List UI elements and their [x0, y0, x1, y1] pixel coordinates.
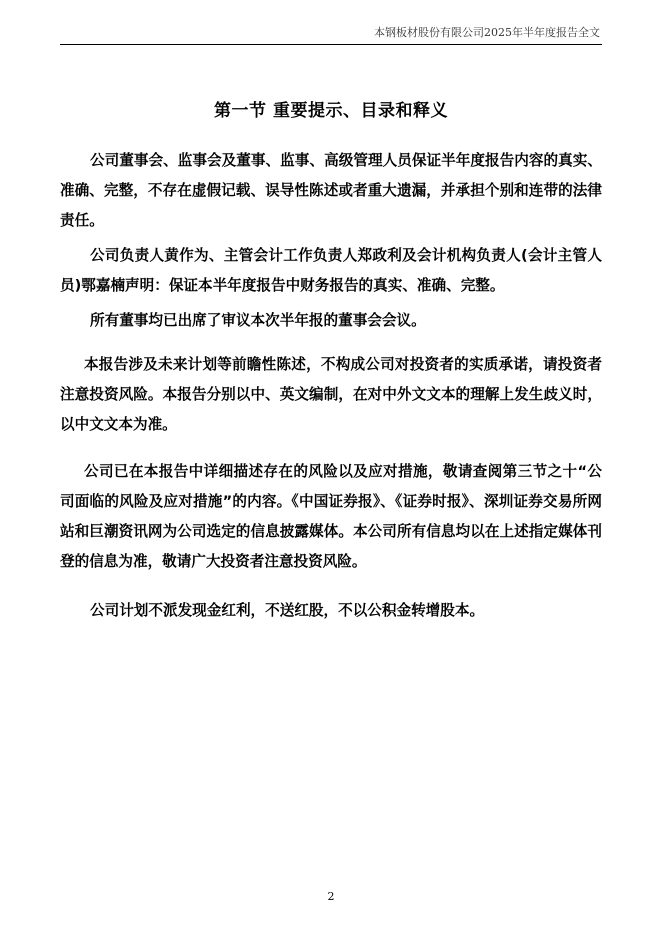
- paragraph-risk-disclosure: 公司已在本报告中详细描述存在的风险以及应对措施，敬请查阅第三节之十“公司面临的风险及应对措施”的内容。《中国证券报》、《证券时报》、深圳证券交易所网站和巨潮资讯网为公司选定的信息披露媒体。本公司所有信息均以在上述指定媒体刊登的信息为准，敬请广大投资者注意投资风险。: [60, 463, 602, 570]
- paragraph-responsible-persons: 公司负责人黄作为、主管会计工作负责人郑政利及会计机构负责人(会计主管人员)鄂嘉楠声明：保证本半年度报告中财务报告的真实、准确、完整。: [60, 247, 602, 294]
- page-number: 2: [327, 890, 335, 903]
- running-header: 本钢板材股份有限公司2025年半年度报告全文: [374, 26, 600, 39]
- paragraph-dividend-plan: 公司计划不派发现金红利，不送红股，不以公积金转增股本。: [90, 602, 485, 619]
- section-title: 第一节 重要提示、目录和释义: [214, 101, 448, 121]
- paragraph-attendance: 所有董事均已出席了审议本次半年报的董事会会议。: [90, 312, 426, 329]
- paragraph-board-guarantee: 公司董事会、监事会及董事、监事、高级管理人员保证半年度报告内容的真实、准确、完整，不存在虚假记载、误导性陈述或者重大遗漏，并承担个别和连带的法律责任。: [60, 152, 602, 229]
- paragraph-forward-looking: 本报告涉及未来计划等前瞻性陈述，不构成公司对投资者的实质承诺，请投资者注意投资风险。本报告分别以中、英文编制，在对中外文文本的理解上发生歧义时，以中文文本为准。: [60, 356, 602, 433]
- header-rule: [60, 44, 602, 45]
